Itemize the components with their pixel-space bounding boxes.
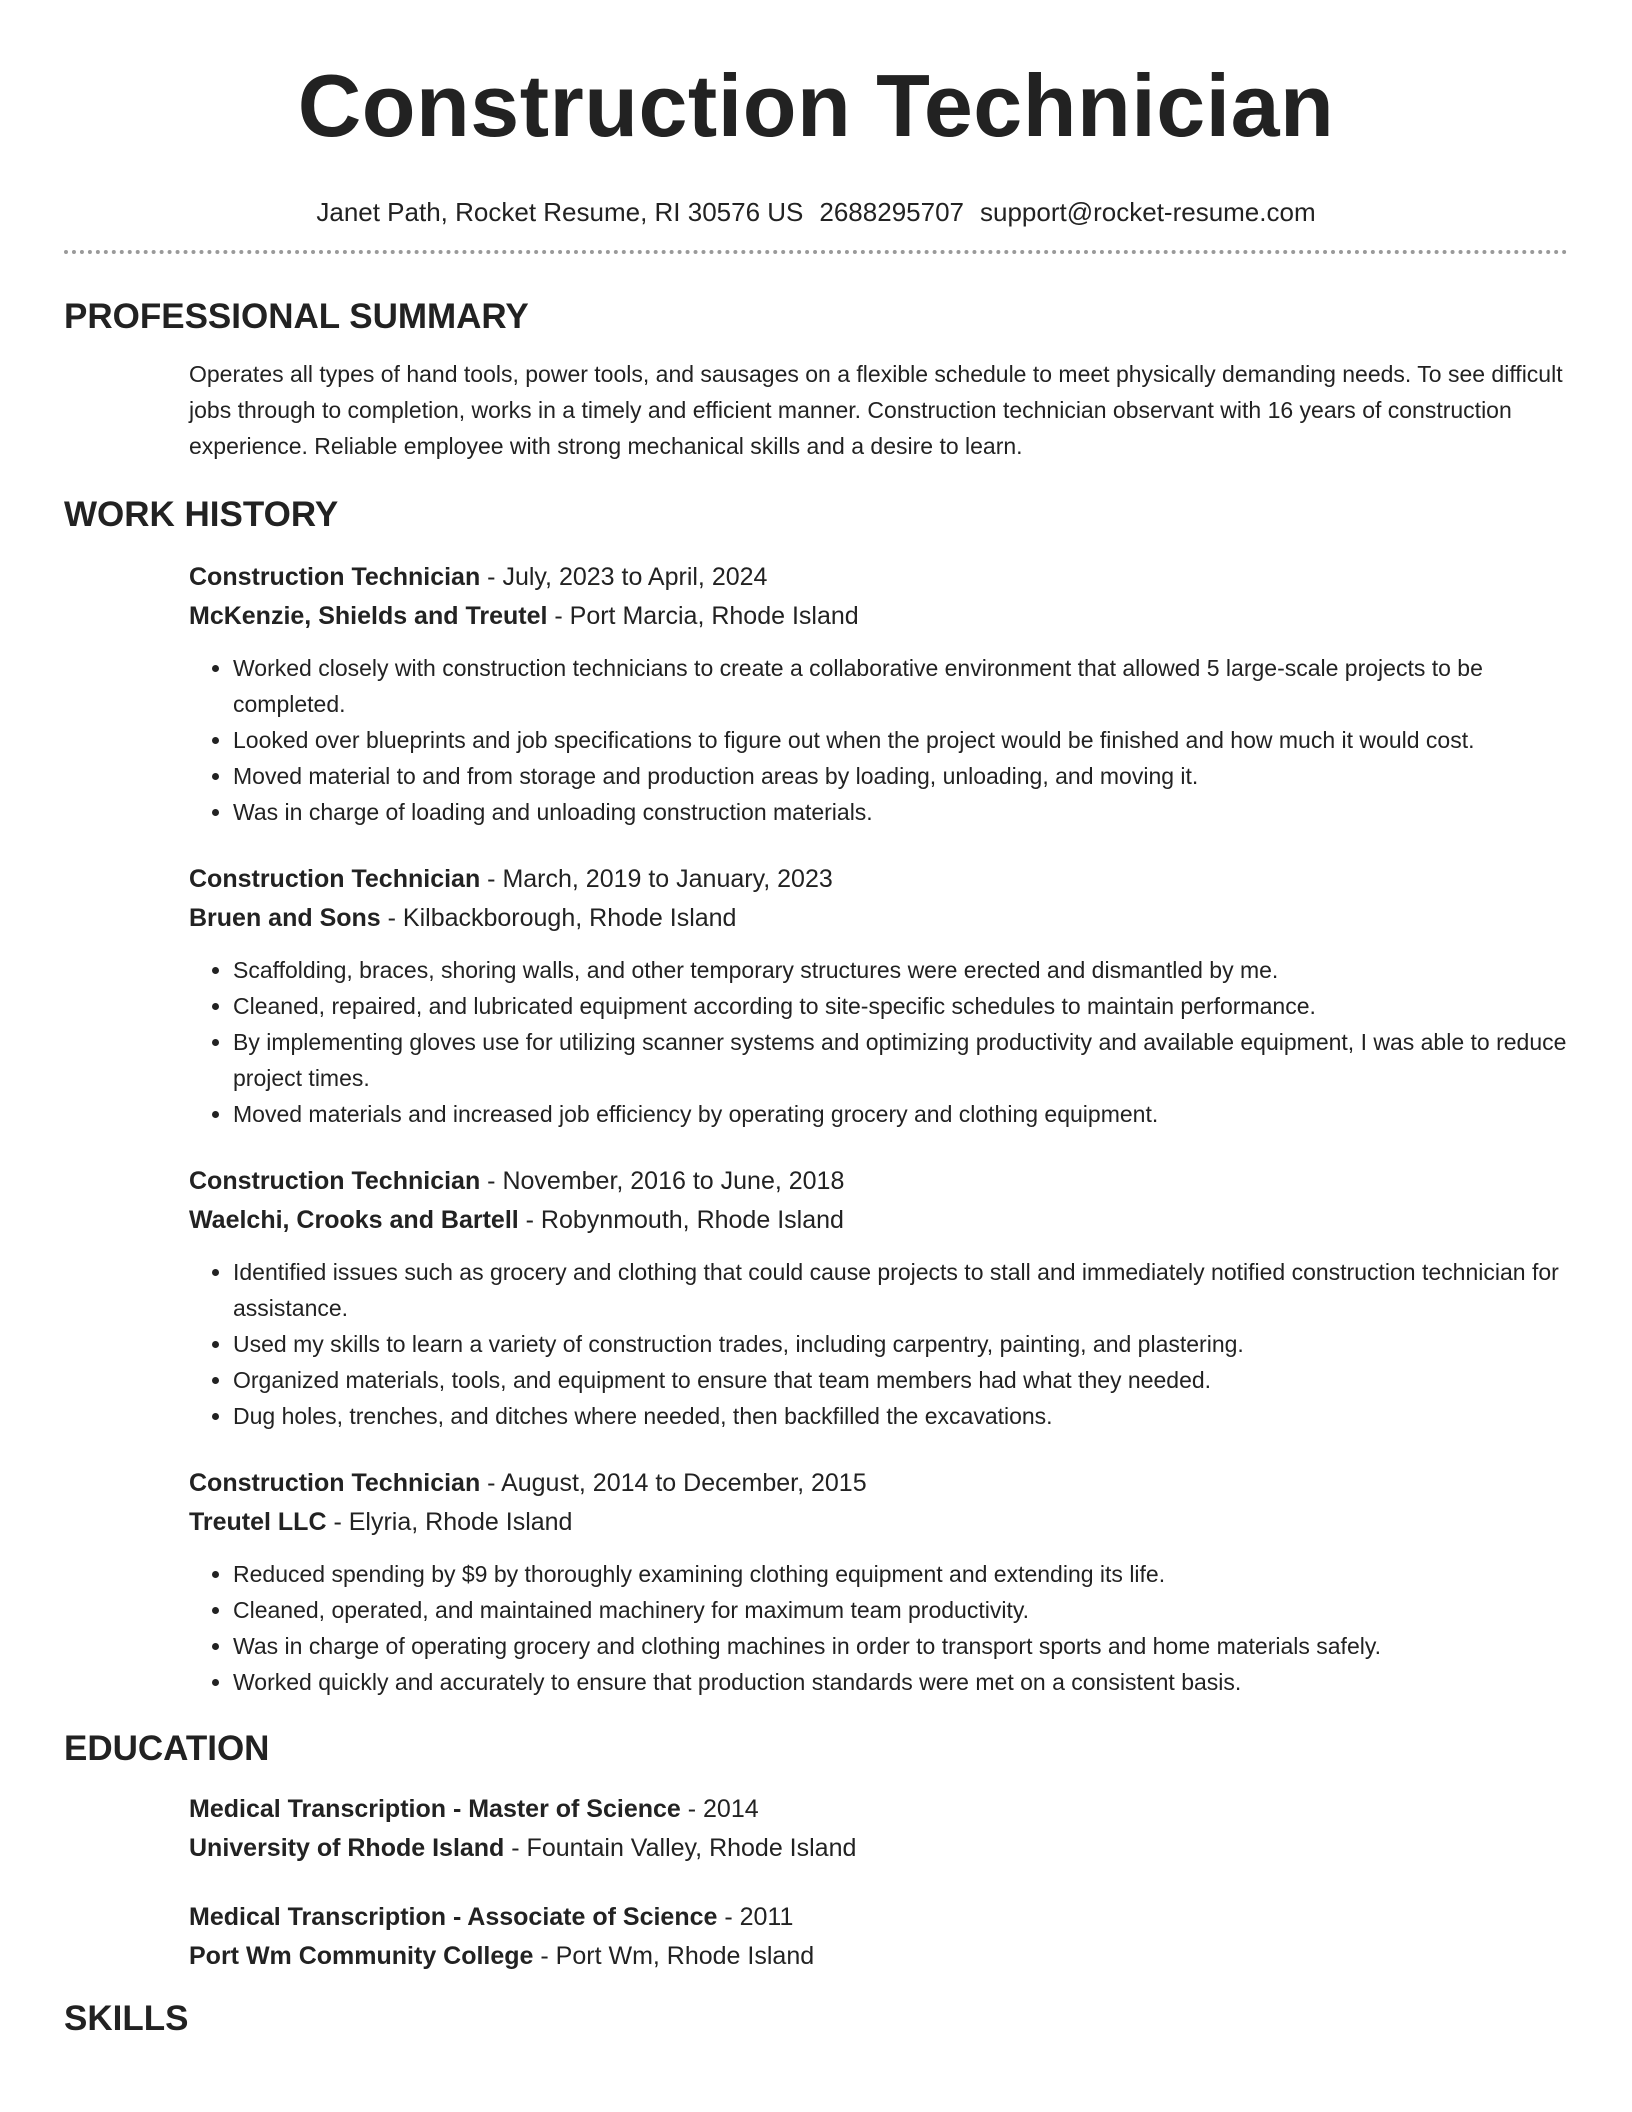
job-title-line [189, 1162, 1569, 1201]
list-item: • Was in charge of loading and unloading construction materials. [233, 794, 1569, 830]
degree: Medical Transcription - Associate of Science [189, 1903, 718, 1931]
education-entry [189, 1898, 1569, 1976]
list-item: • Moved materials and increased job efficiency by operating grocery and clothing equipment. [233, 1096, 1569, 1132]
school: Port Wm Community College [189, 1942, 534, 1970]
education-entry [189, 1790, 1569, 1868]
job-title: Construction Technician [189, 1469, 481, 1497]
job-dates: - March, 2019 to January, 2023 [480, 865, 833, 893]
contact-email: support@rocket-resume.com [980, 197, 1316, 227]
work-history-heading: WORK HISTORY [64, 495, 339, 534]
job-location: - Port Marcia, Rhode Island [547, 602, 859, 630]
job-dates: - July, 2023 to April, 2024 [480, 563, 768, 591]
summary-text: Operates all types of hand tools, power tools, and sausages on a flexible schedule to meet physically demanding needs. To see difficult jobs through to completion, works in a timely and efficient manner. Construction technician observant with 16 years of construction experience. Reliable employee with strong mechanical skills and a desire to learn. [189, 361, 1563, 459]
list-item: • Dug holes, trenches, and ditches where needed, then backfilled the excavations. [233, 1398, 1569, 1434]
list-item: • Organized materials, tools, and equipment to ensure that team members had what they needed. [233, 1362, 1569, 1398]
list-item: • Worked quickly and accurately to ensure that production standards were met on a consistent basis. [233, 1664, 1569, 1700]
resume-content [64, 296, 1568, 2040]
job-company-line [189, 1503, 1569, 1542]
job-entry [189, 558, 1569, 830]
resume-header [0, 0, 1632, 228]
job-company: Waelchi, Crooks and Bartell [189, 1206, 519, 1234]
list-item: • Scaffolding, braces, shoring walls, and other temporary structures were erected and dismantled by me. [233, 952, 1569, 988]
header-divider [64, 250, 1568, 254]
job-entry [189, 1464, 1569, 1700]
school-line [189, 1937, 1569, 1976]
list-item: • Moved material to and from storage and production areas by loading, unloading, and moving it. [233, 758, 1569, 794]
job-title-line [189, 1464, 1569, 1503]
list-item: • Cleaned, repaired, and lubricated equipment according to site-specific schedules to maintain performance. [233, 988, 1569, 1024]
job-dates: - August, 2014 to December, 2015 [480, 1469, 867, 1497]
job-dates: - November, 2016 to June, 2018 [480, 1167, 845, 1195]
list-item: • Was in charge of operating grocery and clothing machines in order to transport sports and home materials safely. [233, 1628, 1569, 1664]
contact-address: Janet Path, Rocket Resume, RI 30576 US [316, 197, 804, 227]
skills-heading: SKILLS [64, 1999, 189, 2038]
list-item: • Used my skills to learn a variety of construction trades, including carpentry, painting, and plastering. [233, 1326, 1569, 1362]
job-bullets [189, 650, 1569, 830]
job-entry [189, 1162, 1569, 1434]
degree-year: - 2014 [680, 1795, 759, 1823]
job-company: Bruen and Sons [189, 904, 381, 932]
job-title-line [189, 860, 1569, 899]
school-location: - Port Wm, Rhode Island [533, 1942, 815, 1970]
job-location: - Elyria, Rhode Island [326, 1508, 573, 1536]
job-company-line [189, 597, 1569, 636]
degree: Medical Transcription - Master of Science [189, 1795, 681, 1823]
job-bullets [189, 1254, 1569, 1434]
list-item: • Looked over blueprints and job specifications to figure out when the project would be finished and how much it would cost. [233, 722, 1569, 758]
list-item: • By implementing gloves use for utilizing scanner systems and optimizing productivity and available equipment, I was able to reduce project times. [233, 1024, 1569, 1096]
job-company: McKenzie, Shields and Treutel [189, 602, 548, 630]
job-title: Construction Technician [189, 1167, 481, 1195]
job-bullets [189, 952, 1569, 1132]
job-entry [189, 860, 1569, 1132]
list-item: • Worked closely with construction technicians to create a collaborative environment that allowed 5 large-scale projects to be completed. [233, 650, 1569, 722]
degree-year: - 2011 [717, 1903, 794, 1931]
job-company-line [189, 1201, 1569, 1240]
job-location: - Kilbackborough, Rhode Island [380, 904, 737, 932]
contact-line [0, 196, 1632, 228]
job-company-line [189, 899, 1569, 938]
education-heading: EDUCATION [64, 1729, 270, 1768]
summary-section [189, 356, 1569, 464]
page-title: Construction Technician [297, 56, 1335, 155]
job-location: - Robynmouth, Rhode Island [518, 1206, 844, 1234]
job-company: Treutel LLC [189, 1508, 327, 1536]
degree-line [189, 1898, 1569, 1937]
job-title: Construction Technician [189, 865, 481, 893]
degree-line [189, 1790, 1569, 1829]
job-bullets [189, 1556, 1569, 1700]
school-location: - Fountain Valley, Rhode Island [504, 1834, 857, 1862]
job-title: Construction Technician [189, 563, 481, 591]
summary-heading: PROFESSIONAL SUMMARY [64, 297, 529, 336]
contact-phone: 2688295707 [819, 197, 964, 227]
list-item: • Identified issues such as grocery and clothing that could cause projects to stall and immediately notified construction technician for assistance. [233, 1254, 1569, 1326]
school-line [189, 1829, 1569, 1868]
education-section [189, 1790, 1569, 1976]
job-title-line [189, 558, 1569, 597]
list-item: • Reduced spending by $9 by thoroughly examining clothing equipment and extending its life. [233, 1556, 1569, 1592]
work-history-section [189, 558, 1569, 1700]
school: University of Rhode Island [189, 1834, 505, 1862]
list-item: • Cleaned, operated, and maintained machinery for maximum team productivity. [233, 1592, 1569, 1628]
